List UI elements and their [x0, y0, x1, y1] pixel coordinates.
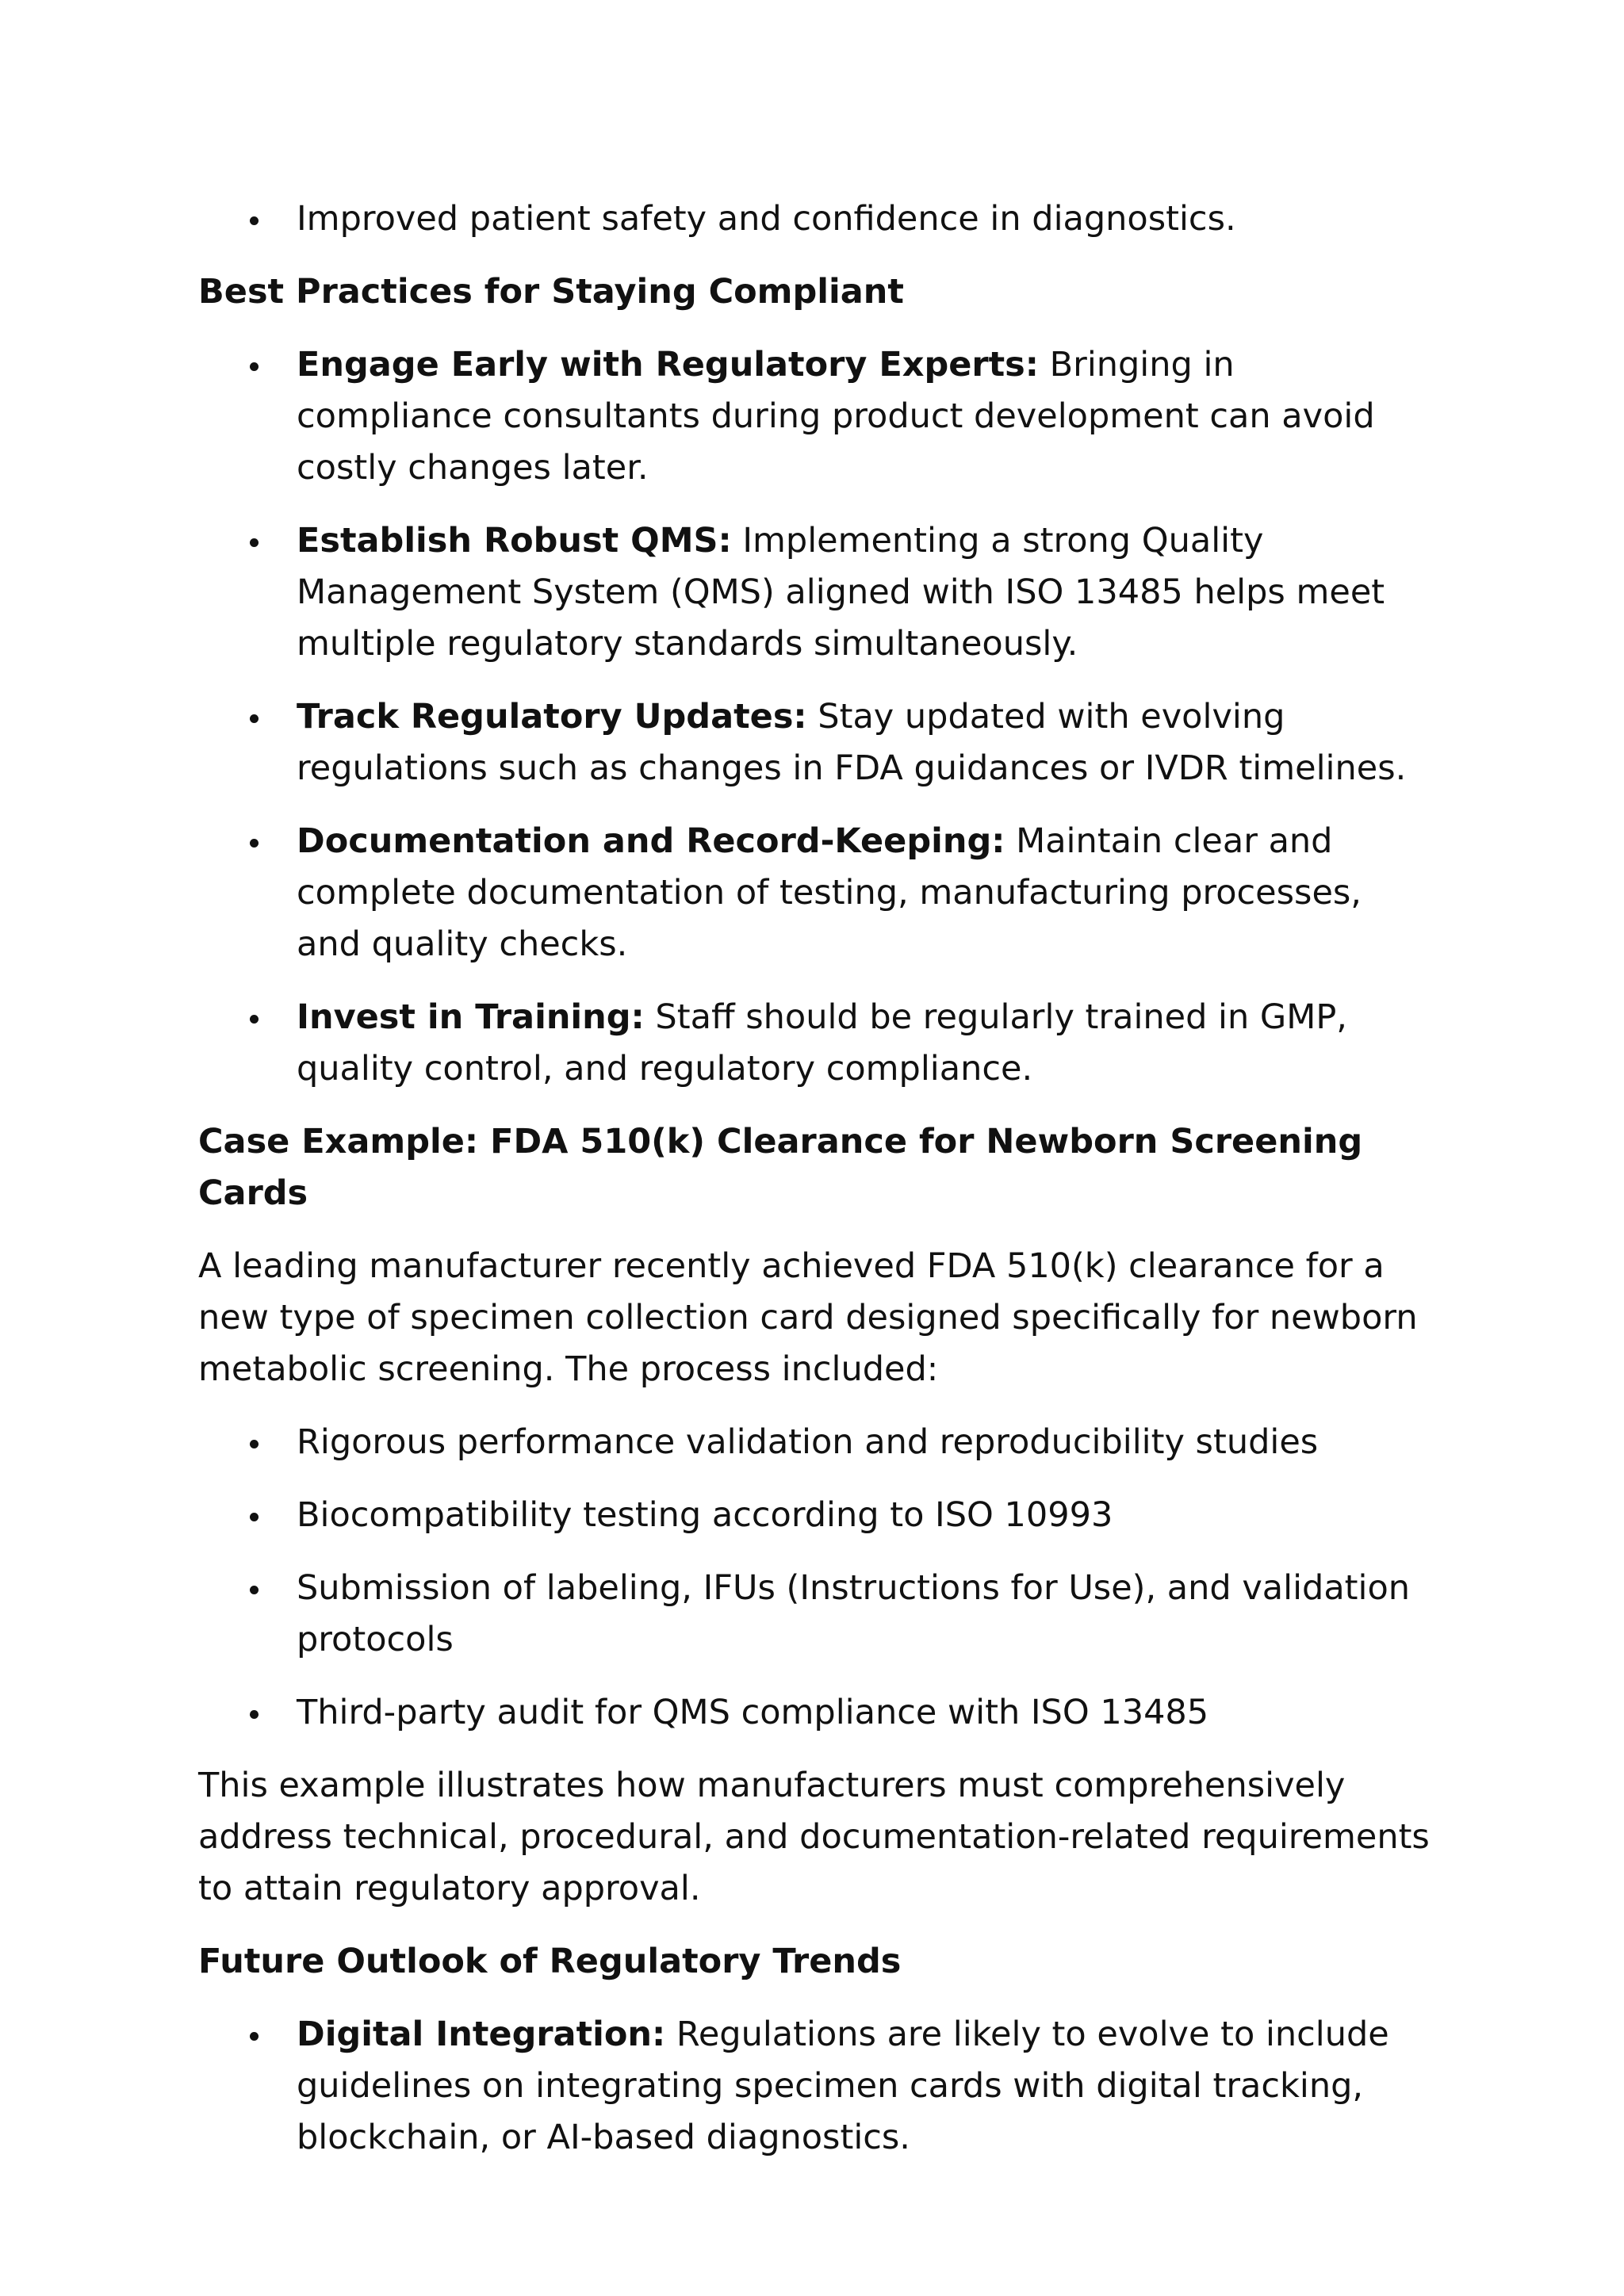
- item-text: Staff should be regularly trained in GMP, quality control, and regulatory compliance.: [297, 997, 1347, 1089]
- item-lead: Track Regulatory Updates:: [297, 697, 807, 737]
- item-text: Stay updated with evolving regulations such as changes in FDA guidances or IVDR timelines.: [297, 697, 1407, 788]
- item-text: Rigorous performance validation and reproducibility studies: [297, 1422, 1319, 1462]
- list-item: [198, 515, 1435, 670]
- item-text: Bringing in compliance consultants during product development can avoid costly changes later.: [297, 345, 1375, 488]
- case-example-heading: Case Example: FDA 510(k) Clearance for Newborn Screening Cards: [198, 1122, 1363, 1213]
- item-text: Third-party audit for QMS compliance with ISO 13485: [297, 1693, 1209, 1732]
- list-item: [198, 193, 1435, 245]
- item-text: Submission of labeling, IFUs (Instructions for Use), and validation protocols: [297, 1568, 1411, 1659]
- list-item: [198, 339, 1435, 494]
- best-practices-heading: Best Practices for Staying Compliant: [198, 272, 904, 312]
- best-practices-list: [198, 339, 1435, 1095]
- case-example-conclusion: This example illustrates how manufacturers must comprehensively address technical, procedural, and documentation-related requirements to attain regulatory approval.: [198, 1766, 1430, 1908]
- item-lead: Establish Robust QMS:: [297, 521, 732, 561]
- case-example-intro: A leading manufacturer recently achieved FDA 510(k) clearance for a new type of specimen collection card designed specifically for newborn metabolic screening. The process included:: [198, 1246, 1418, 1389]
- case-example-list: [198, 1417, 1435, 1739]
- list-item: [198, 691, 1435, 794]
- item-text: Implementing a strong Quality Management System (QMS) aligned with ISO 13485 helps meet multiple regulatory standards simultaneously.: [297, 521, 1385, 664]
- list-item: [198, 2009, 1435, 2164]
- list-item: [198, 1687, 1435, 1739]
- item-text: Maintain clear and complete documentation of testing, manufacturing processes, and quality checks.: [297, 821, 1362, 964]
- list-item: [198, 816, 1435, 970]
- future-outlook-heading: Future Outlook of Regulatory Trends: [198, 1942, 902, 1981]
- item-lead: Invest in Training:: [297, 997, 645, 1037]
- list-item-text: Improved patient safety and confidence in diagnostics.: [297, 199, 1236, 239]
- item-text: Biocompatibility testing according to ISO 10993: [297, 1495, 1113, 1535]
- list-item: [198, 1563, 1435, 1666]
- intro-bullet-list: [198, 193, 1435, 245]
- document-page: [198, 193, 1435, 2185]
- item-lead: Engage Early with Regulatory Experts:: [297, 345, 1039, 385]
- item-lead: Documentation and Record-Keeping:: [297, 821, 1005, 861]
- list-item: [198, 1490, 1435, 1541]
- future-outlook-list: [198, 2009, 1435, 2164]
- item-lead: Digital Integration:: [297, 2015, 666, 2054]
- list-item: [198, 1417, 1435, 1468]
- item-text: Regulations are likely to evolve to include guidelines on integrating specimen cards with digital tracking, blockchain, or AI-based diagnostics.: [297, 2015, 1389, 2157]
- list-item: [198, 992, 1435, 1095]
